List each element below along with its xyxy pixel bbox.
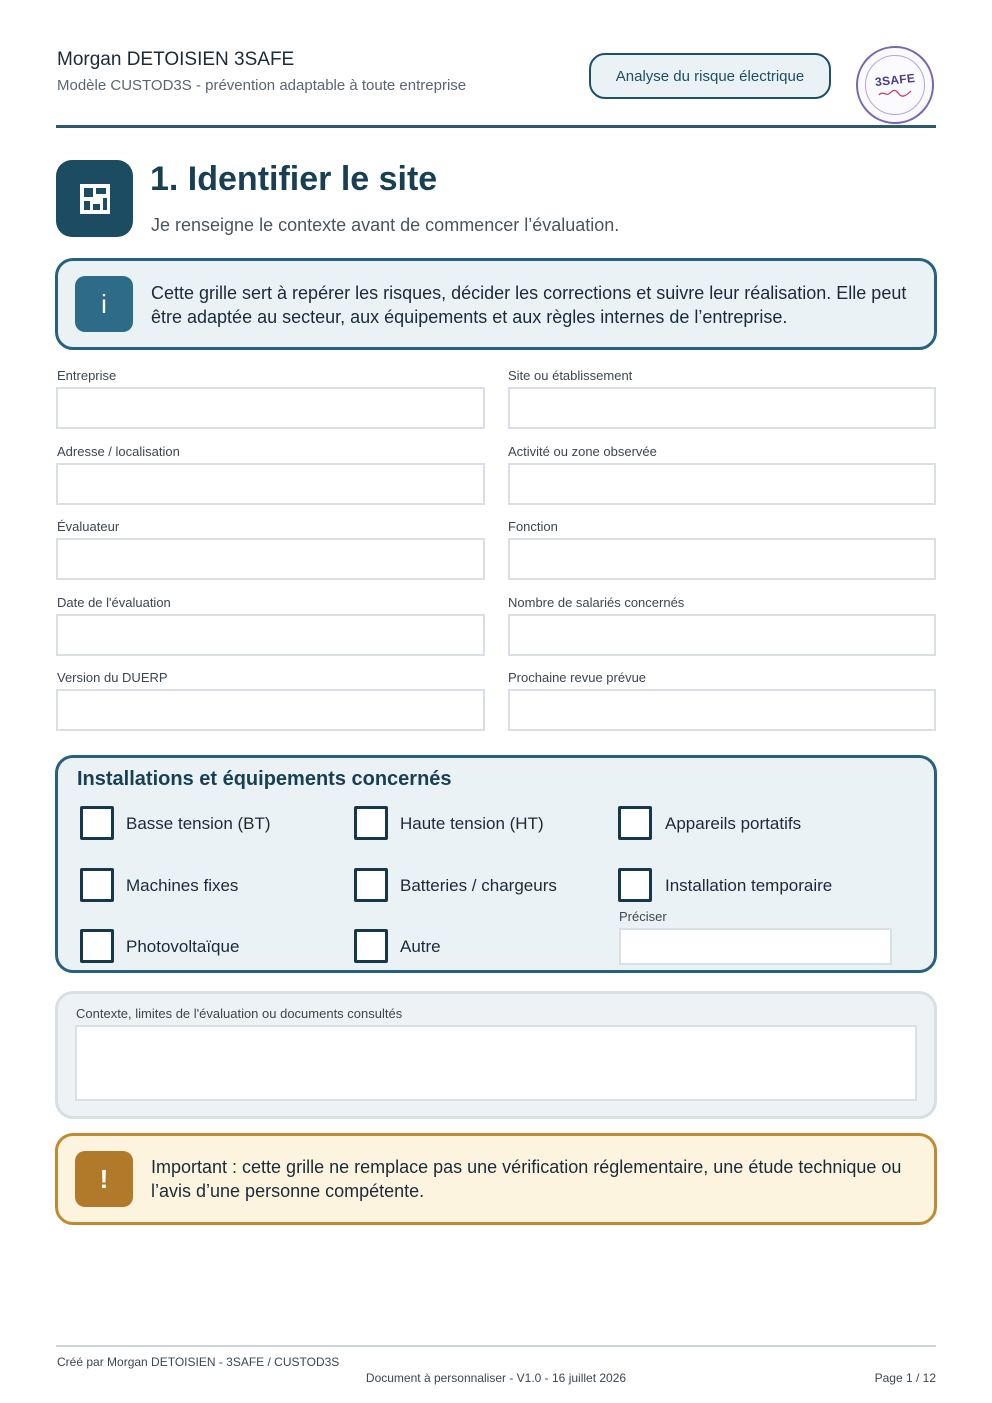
signature-mark — [878, 89, 912, 97]
checkbox-label: Basse tension (BT) — [126, 814, 271, 833]
field-label-version: Version du DUERP — [57, 670, 168, 685]
footer-created-by: Créé par Morgan DETOISIEN - 3SAFE / CUSTOD3S — [57, 1355, 340, 1369]
fonction-field[interactable] — [508, 538, 936, 580]
site-field[interactable] — [508, 387, 936, 429]
checkbox-appareils-portatifs[interactable] — [618, 806, 652, 840]
evaluateur-field[interactable] — [56, 538, 485, 580]
field-label-revue: Prochaine revue prévue — [508, 670, 647, 685]
field-label-salaries: Nombre de salariés concernés — [508, 595, 685, 610]
warning-text: Important : cette grille ne remplace pas une vérification réglementaire, une étude technique ou l’avis d’une personne compétente. — [151, 1157, 902, 1201]
building-icon-glyph — [78, 182, 112, 216]
activite-field[interactable] — [508, 463, 936, 505]
company-seal-logo — [856, 46, 934, 124]
checkbox-photovoltaique[interactable] — [80, 929, 114, 963]
adresse-field[interactable] — [56, 463, 485, 505]
field-label-fonction: Fonction — [508, 519, 558, 534]
building-icon — [56, 160, 133, 237]
equipment-title: Installations et équipements concernés — [77, 768, 452, 790]
checkbox-haute-tension[interactable] — [354, 806, 388, 840]
preciser-label: Préciser — [619, 909, 667, 924]
context-textarea[interactable] — [75, 1025, 917, 1101]
document-type-badge: Analyse du risque électrique — [589, 53, 831, 99]
field-label-site: Site ou établissement — [508, 368, 633, 383]
header-author: Morgan DETOISIEN 3SAFE — [57, 49, 295, 70]
field-label-entreprise: Entreprise — [57, 368, 117, 383]
field-label-activite: Activité ou zone observée — [508, 444, 657, 459]
field-label-adresse: Adresse / localisation — [57, 444, 180, 459]
checkbox-label: Machines fixes — [126, 876, 239, 895]
entreprise-field[interactable] — [56, 387, 485, 429]
checkbox-batteries[interactable] — [354, 868, 388, 902]
preciser-field[interactable] — [619, 928, 892, 965]
checkbox-installation-temporaire[interactable] — [618, 868, 652, 902]
footer-page-number: Page 1 / 12 — [874, 1371, 936, 1385]
info-icon: i — [75, 276, 133, 332]
field-label-evaluateur: Évaluateur — [57, 519, 120, 534]
footer-document-info: Document à personnaliser - V1.0 - 16 juillet 2026 — [365, 1371, 627, 1385]
checkbox-label: Appareils portatifs — [665, 814, 802, 833]
footer-divider — [56, 1345, 936, 1347]
header-divider — [56, 125, 936, 128]
seal-text: 3SAFE — [874, 70, 916, 90]
checkbox-label: Batteries / chargeurs — [400, 876, 557, 895]
salaries-field[interactable] — [508, 614, 936, 656]
checkbox-label: Installation temporaire — [665, 876, 833, 895]
version-duerp-field[interactable] — [56, 689, 485, 731]
header-model: Modèle CUSTOD3S - prévention adaptable à toute entreprise — [57, 77, 467, 94]
field-label-date: Date de l'évaluation — [57, 595, 171, 610]
checkbox-basse-tension[interactable] — [80, 806, 114, 840]
checkbox-machines-fixes[interactable] — [80, 868, 114, 902]
warning-icon: ! — [75, 1151, 133, 1207]
info-text: Cette grille sert à repérer les risques, décider les corrections et suivre leur réalisation. Elle peut être adaptée au secteur, aux équipements et aux règles internes de l’entreprise. — [151, 283, 907, 327]
checkbox-label: Haute tension (HT) — [400, 814, 544, 833]
revue-field[interactable] — [508, 689, 936, 731]
context-label: Contexte, limites de l'évaluation ou documents consultés — [76, 1006, 403, 1021]
section-title: 1. Identifier le site — [150, 160, 438, 198]
checkbox-label: Photovoltaïque — [126, 937, 240, 956]
checkbox-autre[interactable] — [354, 929, 388, 963]
section-subtitle: Je renseigne le contexte avant de commencer l’évaluation. — [151, 215, 620, 235]
date-field[interactable] — [56, 614, 485, 656]
checkbox-label: Autre — [400, 937, 441, 956]
